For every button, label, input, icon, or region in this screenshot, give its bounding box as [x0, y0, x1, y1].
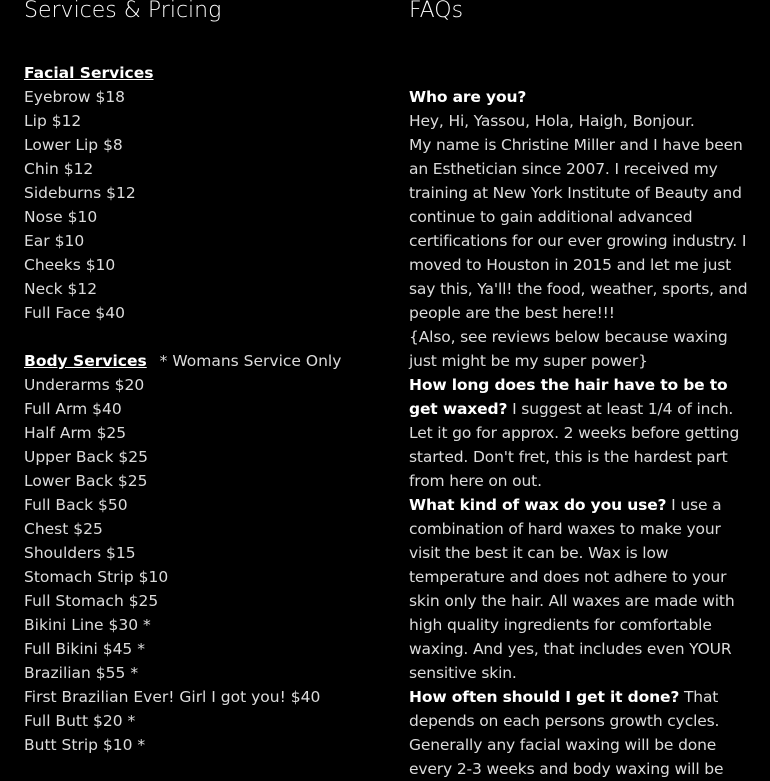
list-item: Shoulders $15	[24, 544, 136, 562]
list-item: Lip $12	[24, 112, 82, 130]
list-item: Full Stomach $25	[24, 592, 159, 610]
list-item: Brazilian $55 *	[24, 664, 139, 682]
faq-item-frequency	[409, 685, 749, 781]
list-item: Cheeks $10	[24, 256, 116, 274]
facial-service-list	[24, 85, 384, 325]
body-service-list	[24, 373, 384, 757]
faq-answer-reviews-note: {Also, see reviews below because waxing just might be my super power}	[409, 328, 728, 370]
list-item: Full Bikini $45 *	[24, 640, 145, 658]
faq-answer: I use a combination of hard waxes to make your visit the best it can be. Wax is low temperature and does not adhere to your skin only the hair. All waxes are made with high quality ingredients for comfortable waxing. And yes, that includes even YOUR sensitive skin.	[409, 496, 735, 682]
facial-services-title: Facial Services	[24, 64, 154, 82]
list-item: Stomach Strip $10	[24, 568, 169, 586]
body-section-title	[24, 349, 384, 373]
body-services-title: Body Services	[24, 352, 147, 370]
list-item: Ear $10	[24, 232, 85, 250]
faq-item-hair-length	[409, 373, 749, 493]
pricing-column	[24, 0, 384, 757]
list-item: Sideburns $12	[24, 184, 136, 202]
list-item: First Brazilian Ever! Girl I got you! $40	[24, 688, 321, 706]
faq-answer: I suggest at least 1/4 of inch. Let it go for approx. 2 weeks before getting started. Don't fret, this is the hardest part from here on out.	[409, 400, 740, 490]
list-item: Eyebrow $18	[24, 88, 126, 106]
list-item: Chest $25	[24, 520, 103, 538]
facial-section-title	[24, 61, 384, 85]
faq-answer-greeting: Hey, Hi, Yassou, Hola, Haigh, Bonjour.	[409, 112, 695, 130]
list-item: Lower Back $25	[24, 472, 148, 490]
list-item: Lower Lip $8	[24, 136, 123, 154]
list-item: Upper Back $25	[24, 448, 148, 466]
list-item: Butt Strip $10 *	[24, 736, 146, 754]
list-item: Full Back $50	[24, 496, 128, 514]
list-item: Nose $10	[24, 208, 98, 226]
faq-question: Who are you?	[409, 88, 527, 106]
faq-question: What kind of wax do you use?	[409, 496, 667, 514]
list-item: Underarms $20	[24, 376, 145, 394]
list-item: Half Arm $25	[24, 424, 127, 442]
list-item: Bikini Line $30 *	[24, 616, 151, 634]
list-item: Full Butt $20 *	[24, 712, 136, 730]
faq-item-who	[409, 85, 749, 373]
list-item: Full Face $40	[24, 304, 125, 322]
faq-item-wax-type	[409, 493, 749, 685]
faq-answer: That depends on each persons growth cycles. Generally any facial waxing will be done every 2-3 weeks and body waxing will be	[409, 688, 724, 778]
list-item: Chin $12	[24, 160, 94, 178]
womans-service-note: * Womans Service Only	[159, 352, 342, 370]
pricing-heading: Services & Pricing	[24, 0, 222, 23]
faq-answer-bio: My name is Christine Miller and I have been an Esthetician since 2007. I received my training at New York Institute of Beauty and continue to gain additional advanced certifications for our ever growing industry. I moved to Houston in 2015 and let me just say this, Ya'll! the food, weather, sports, and people are the best here!!!	[409, 136, 748, 322]
faq-question: How long does the hair have to be to get waxed?	[409, 376, 728, 418]
list-item: Neck $12	[24, 280, 98, 298]
faq-column	[409, 0, 749, 781]
faq-heading: FAQs	[409, 0, 464, 23]
faq-question: How often should I get it done?	[409, 688, 680, 706]
list-item: Full Arm $40	[24, 400, 122, 418]
